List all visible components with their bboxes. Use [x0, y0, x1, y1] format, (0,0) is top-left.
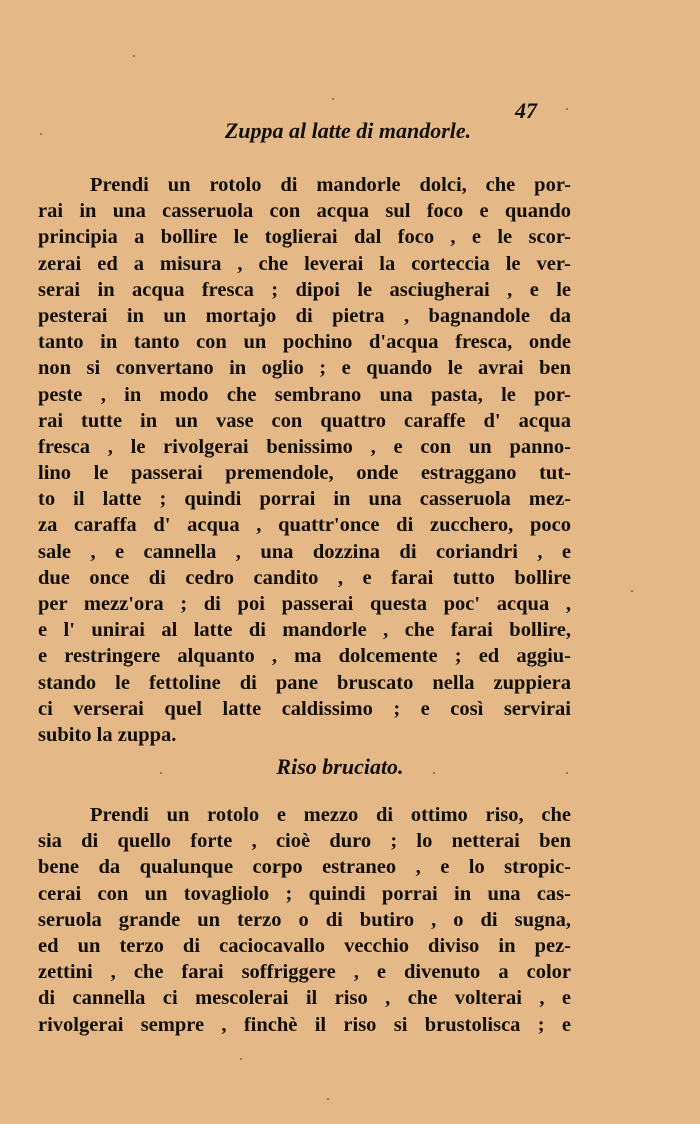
- text-line: per mezz'ora ; di poi passerai questa poc' acqua ,: [38, 593, 571, 615]
- text-line: di cannella ci mescolerai il riso , che volterai , e: [38, 987, 571, 1010]
- text-line: cerai con un tovagliolo ; quindi porrai in una cas-: [38, 882, 571, 905]
- recipe-body-riso: [38, 802, 571, 1038]
- text-line: stando le fettoline di pane bruscato nella zuppiera: [38, 671, 571, 694]
- text-line: pesterai in un mortajo di pietra , bagnandole da: [38, 304, 571, 327]
- text-line: za caraffa d' acqua , quattr'once di zucchero, poco: [38, 514, 571, 537]
- text-line: ci verserai quel latte caldissimo ; e così servirai: [38, 697, 571, 720]
- text-line: due once di cedro candito , e farai tutto bollire: [38, 566, 571, 589]
- print-speck: [133, 55, 135, 57]
- page-number: 47: [515, 98, 537, 123]
- text-line: sia di quello forte , cioè duro ; lo netterai ben: [38, 830, 571, 853]
- text-line: serai in acqua fresca ; dipoi le asciugherai , e le: [38, 278, 571, 301]
- text-line: subito la zuppa.: [38, 723, 177, 746]
- text-line: e restringere alquanto , ma dolcemente ; ed aggiu-: [38, 645, 571, 668]
- text-line: sale , e cannella , una dozzina di coriandri , e: [38, 540, 571, 563]
- text-line: peste , in modo che sembrano una pasta, le por-: [38, 383, 571, 406]
- print-speck: [566, 108, 568, 110]
- print-speck: [433, 772, 435, 774]
- recipe-body-zuppa: [38, 172, 571, 748]
- print-speck: [327, 1098, 329, 1100]
- print-speck: [332, 98, 334, 100]
- print-speck: [240, 1058, 242, 1060]
- text-line: fresca , le rivolgerai benissimo , e con un panno-: [38, 435, 571, 458]
- text-line: non si convertano in oglio ; e quando le avrai ben: [38, 357, 571, 380]
- print-speck: [160, 772, 162, 774]
- text-line: rai tutte in un vase con quattro caraffe d' acqua: [38, 409, 571, 432]
- text-line: tanto in tanto con un pochino d'acqua fresca, onde: [38, 331, 571, 354]
- text-line: bene da qualunque corpo estraneo , e lo stropic-: [38, 856, 571, 879]
- text-line: lino le passerai premendole, onde estraggano tut-: [38, 462, 571, 485]
- text-line: rivolgerai sempre , finchè il riso si brustolisca ; e: [38, 1013, 571, 1036]
- print-speck: [40, 133, 42, 135]
- recipe-title-riso: Riso bruciato.: [276, 754, 404, 779]
- print-speck: [566, 772, 568, 774]
- text-line: e l' unirai al latte di mandorle , che farai bollire,: [38, 619, 571, 642]
- text-line: zettini , che farai soffriggere , e divenuto a color: [38, 961, 571, 984]
- text-line: ed un terzo di caciocavallo vecchio diviso in pez-: [38, 934, 571, 957]
- text-line: principia a bollire le toglierai dal foco , e le scor-: [38, 226, 571, 249]
- text-line: Prendi un rotolo e mezzo di ottimo riso, che: [90, 804, 571, 826]
- text-line: to il latte ; quindi porrai in una casseruola mez-: [38, 488, 571, 511]
- recipe-title-zuppa: Zuppa al latte di mandorle.: [224, 118, 472, 143]
- text-line: seruola grande un terzo o di butiro , o di sugna,: [38, 908, 571, 931]
- text-line: Prendi un rotolo di mandorle dolci, che por-: [90, 174, 571, 196]
- print-speck: [631, 590, 633, 592]
- text-line: zerai ed a misura , che leverai la corteccia le ver-: [38, 252, 571, 275]
- text-line: rai in una casseruola con acqua sul foco e quando: [38, 200, 571, 223]
